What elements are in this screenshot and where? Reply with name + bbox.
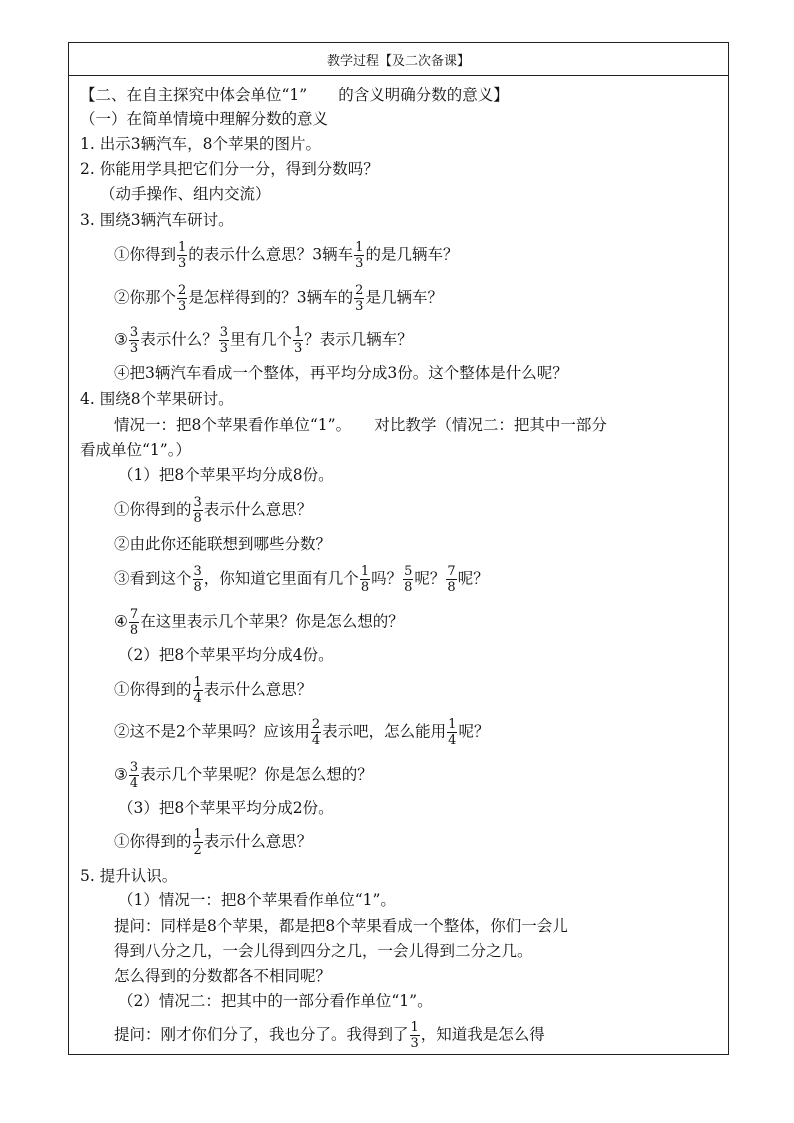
fraction: $\frac{1}{3}$ (355, 240, 364, 271)
fraction: $\frac{3}{8}$ (193, 564, 202, 595)
fraction: $\frac{1}{4}$ (448, 717, 457, 748)
step-1: 1. 出示3辆汽车，8个苹果的图片。 (80, 135, 321, 153)
fraction: $\frac{7}{8}$ (129, 607, 139, 638)
fraction: $\frac{1}{8}$ (360, 564, 370, 595)
apples-2-question-3: ③ $\frac{3}{4}$ 表示几个苹果呢？你是怎么想的？ (114, 760, 373, 791)
step-5-final-question: 提问：刚才你们分了，我也分了。我得到了 $\frac{1}{3}$ ，知道我是怎么得 (114, 1020, 545, 1051)
fraction: $\frac{1}{4}$ (193, 675, 202, 706)
step-5-question-line-1: 提问：同样是8个苹果，都是把8个苹果看成一个整体，你们一会儿 (114, 917, 568, 935)
fraction: $\frac{3}{4}$ (129, 760, 139, 791)
section-title: 【二、在自主探究中体会单位“1” 的含义明确分数的意义】 (80, 86, 509, 104)
apples-1-question-1: ①你得到的 $\frac{3}{8}$ 表示什么意思？ (114, 495, 313, 526)
fraction: $\frac{3}{3}$ (129, 325, 139, 356)
fraction: $\frac{1}{3}$ (178, 240, 187, 271)
fraction: $\frac{1}{3}$ (294, 325, 303, 356)
header-title: 教学过程【及二次备课】 (326, 53, 470, 69)
apples-1-question-3: ③看到这个 $\frac{3}{8}$ ，你知道它里面有几个 $\frac{1}{8}$ 吗？ $\frac{5}{8}$ 呢？ $\frac{7}{8}$ 呢？ (114, 564, 489, 595)
fraction: $\frac{2}{3}$ (355, 283, 364, 314)
cars-question-1: ①你得到 $\frac{1}{3}$ 的表示什么意思？3辆车 $\frac{1}{3}$ 的是几辆车？ (114, 240, 459, 271)
step-5-part-1: （1）情况一：把8个苹果看作单位“1”。 (118, 891, 396, 909)
subsection-title: （一）在简单情境中理解分数的意义 (80, 110, 329, 128)
apples-3-question-1: ①你得到的 $\frac{1}{2}$ 表示什么意思？ (114, 827, 313, 858)
part-2-title: （2）把8个苹果平均分成4份。 (118, 646, 334, 664)
step-4: 4. 围绕8个苹果研讨。 (80, 390, 234, 408)
step-5-part-2: （2）情况二：把其中的一部分看作单位“1”。 (118, 992, 433, 1010)
fraction: $\frac{2}{4}$ (311, 717, 321, 748)
step-5: 5. 提升认识。 (80, 867, 178, 885)
apples-2-question-2: ②这不是2个苹果吗？应该用 $\frac{2}{4}$ 表示吧，怎么能用 $\frac{1}{4}$ 呢？ (114, 717, 490, 748)
part-3-title: （3）把8个苹果平均分成2份。 (118, 799, 334, 817)
step-5-question-line-2: 得到八分之几，一会儿得到四分之几，一会儿得到二分之几。 (114, 942, 533, 960)
step-5-question-line-3: 怎么得到的分数都各不相同呢？ (114, 967, 332, 985)
fraction: $\frac{3}{8}$ (193, 495, 202, 526)
table-header (69, 43, 728, 76)
fraction: $\frac{7}{8}$ (447, 564, 456, 595)
apples-1-question-4: ④ $\frac{7}{8}$ 在这里表示几个苹果？你是怎么想的？ (114, 607, 404, 638)
apples-2-question-1: ①你得到的 $\frac{1}{4}$ 表示什么意思？ (114, 675, 313, 706)
cars-question-3: ③ $\frac{3}{3}$ 表示什么？ $\frac{3}{3}$ 里有几个 $\frac{1}{3}$ ？表示几辆车？ (114, 325, 413, 356)
case-two-line: 看成单位“1”。） (80, 441, 191, 459)
step-3: 3. 围绕3辆汽车研讨。 (80, 211, 234, 229)
step-2-note: （动手操作、组内交流） (100, 185, 271, 203)
cars-question-4: ④把3辆汽车看成一个整体，再平均分成3份。这个整体是什么呢？ (114, 364, 568, 382)
fraction: $\frac{3}{3}$ (219, 325, 228, 356)
fraction: $\frac{1}{2}$ (193, 827, 202, 858)
fraction: $\frac{2}{3}$ (178, 283, 187, 314)
fraction: $\frac{5}{8}$ (404, 564, 413, 595)
fraction: $\frac{1}{3}$ (410, 1020, 419, 1051)
case-one-line: 情况一：把8个苹果看作单位“1”。 对比教学（情况二：把其中一部分 (114, 416, 607, 434)
part-1-title: （1）把8个苹果平均分成8份。 (118, 466, 334, 484)
cars-question-2: ②你那个 $\frac{2}{3}$ 是怎样得到的？3辆车的 $\frac{2}{3}$ 是几辆车？ (114, 283, 443, 314)
step-2: 2. 你能用学具把它们分一分，得到分数吗？ (80, 160, 379, 178)
apples-1-question-2: ②由此你还能联想到哪些分数？ (114, 535, 332, 553)
